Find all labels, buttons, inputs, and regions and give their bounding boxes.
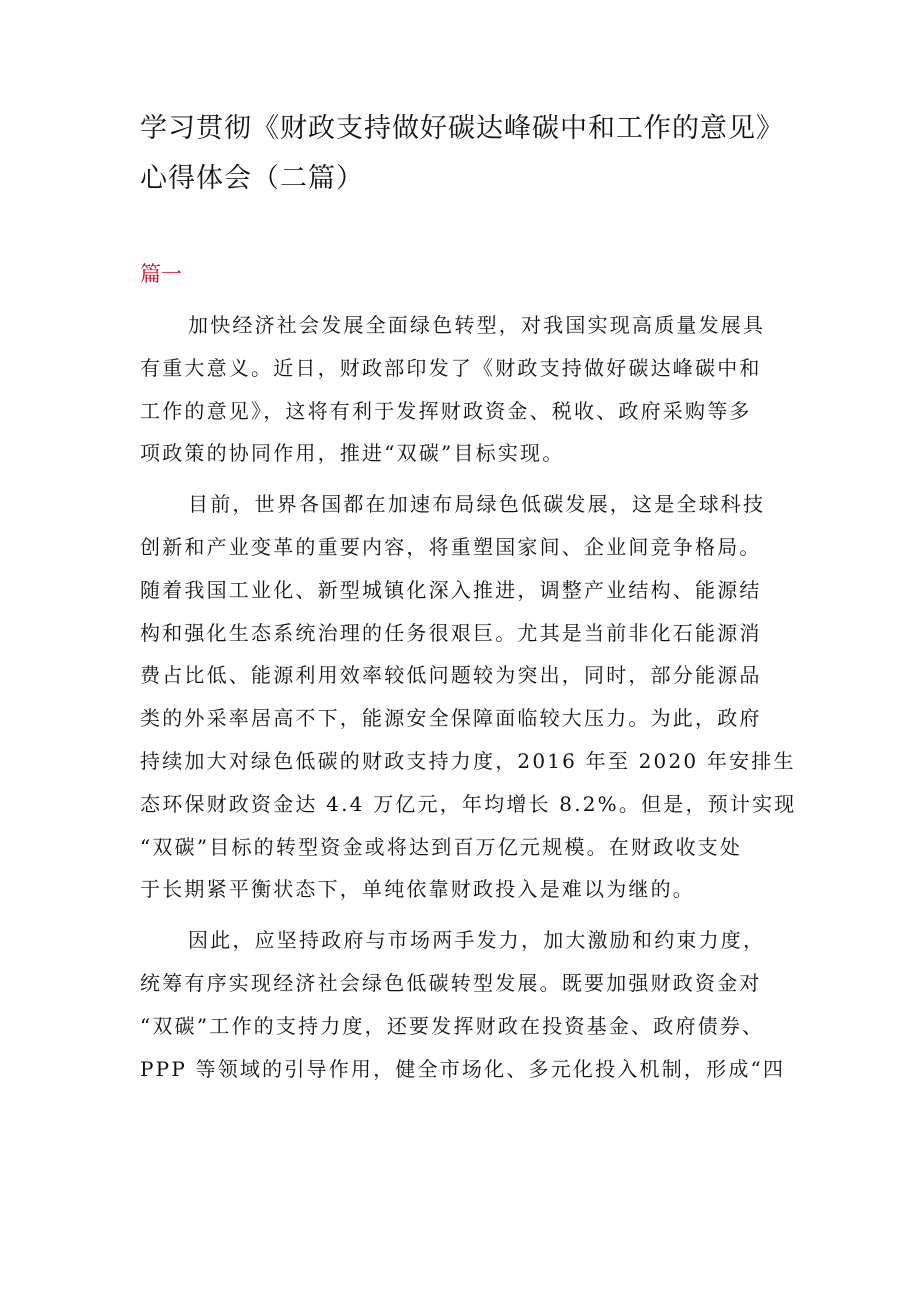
title-line-1: 学习贯彻《财政支持做好碳达峰碳中和工作的意见》 <box>140 113 784 144</box>
paragraph-line: 因此，应坚持政府与市场两手发力，加大激励和约束力度， <box>188 928 766 953</box>
paragraph-1 <box>140 304 788 475</box>
paragraph-3 <box>140 919 788 1090</box>
paragraph-line: “双碳”工作的支持力度，还要发挥财政在投资基金、政府债券、 <box>140 1013 765 1038</box>
paragraph-line: 目前，世界各国都在加速布局绿色低碳发展，这是全球科技 <box>188 492 766 517</box>
paragraph-line: 项政策的协同作用，推进“双碳”目标实现。 <box>140 441 565 466</box>
paragraph-line: 态环保财政资金达 4.4 万亿元，年均增长 8.2%。但是，预计实现 <box>140 791 797 816</box>
paragraph-line: 创新和产业变革的重要内容，将重塑国家间、企业间竞争格局。 <box>140 534 762 559</box>
paragraph-gap <box>140 475 788 483</box>
paragraph-line: 工作的意见》，这将有利于发挥财政资金、税收、政府采购等多 <box>140 398 752 423</box>
paragraph-line: 于长期紧平衡状态下，单纯依靠财政投入是难以为继的。 <box>140 877 695 902</box>
paragraph-line: 加快经济社会发展全面绿色转型，对我国实现高质量发展具 <box>188 313 766 337</box>
paragraph-line: 构和强化生态系统治理的任务很艰巨。尤其是当前非化石能源消 <box>140 620 762 645</box>
section-label: 篇一 <box>140 262 182 286</box>
paragraph-line: 持续加大对绿色低碳的财政支持力度，2016 年至 2020 年安排生 <box>140 748 796 773</box>
paragraph-line: 随着我国工业化、新型城镇化深入推进，调整产业结构、能源结 <box>140 577 762 602</box>
paragraph-line: PPP 等领域的引导作用，健全市场化、多元化投入机制，形成“四 <box>140 1056 786 1081</box>
paragraph-2 <box>140 483 797 911</box>
document-title <box>140 104 800 204</box>
paragraph-line: 统筹有序实现经济社会绿色低碳转型发展。既要加强财政资金对 <box>140 970 762 995</box>
paragraph-line: “双碳”目标的转型资金或将达到百万亿元规模。在财政收支处 <box>140 834 743 859</box>
title-line-2: 心得体会（二篇） <box>140 163 364 194</box>
paragraph-gap <box>140 911 788 919</box>
paragraph-line: 有重大意义。近日，财政部印发了《财政支持做好碳达峰碳中和 <box>140 355 762 380</box>
paragraph-line: 费占比低、能源利用效率较低问题较为突出，同时，部分能源品 <box>140 663 762 688</box>
document-body <box>140 304 797 1090</box>
paragraph-line: 类的外采率居高不下，能源安全保障面临较大压力。为此，政府 <box>140 706 762 731</box>
